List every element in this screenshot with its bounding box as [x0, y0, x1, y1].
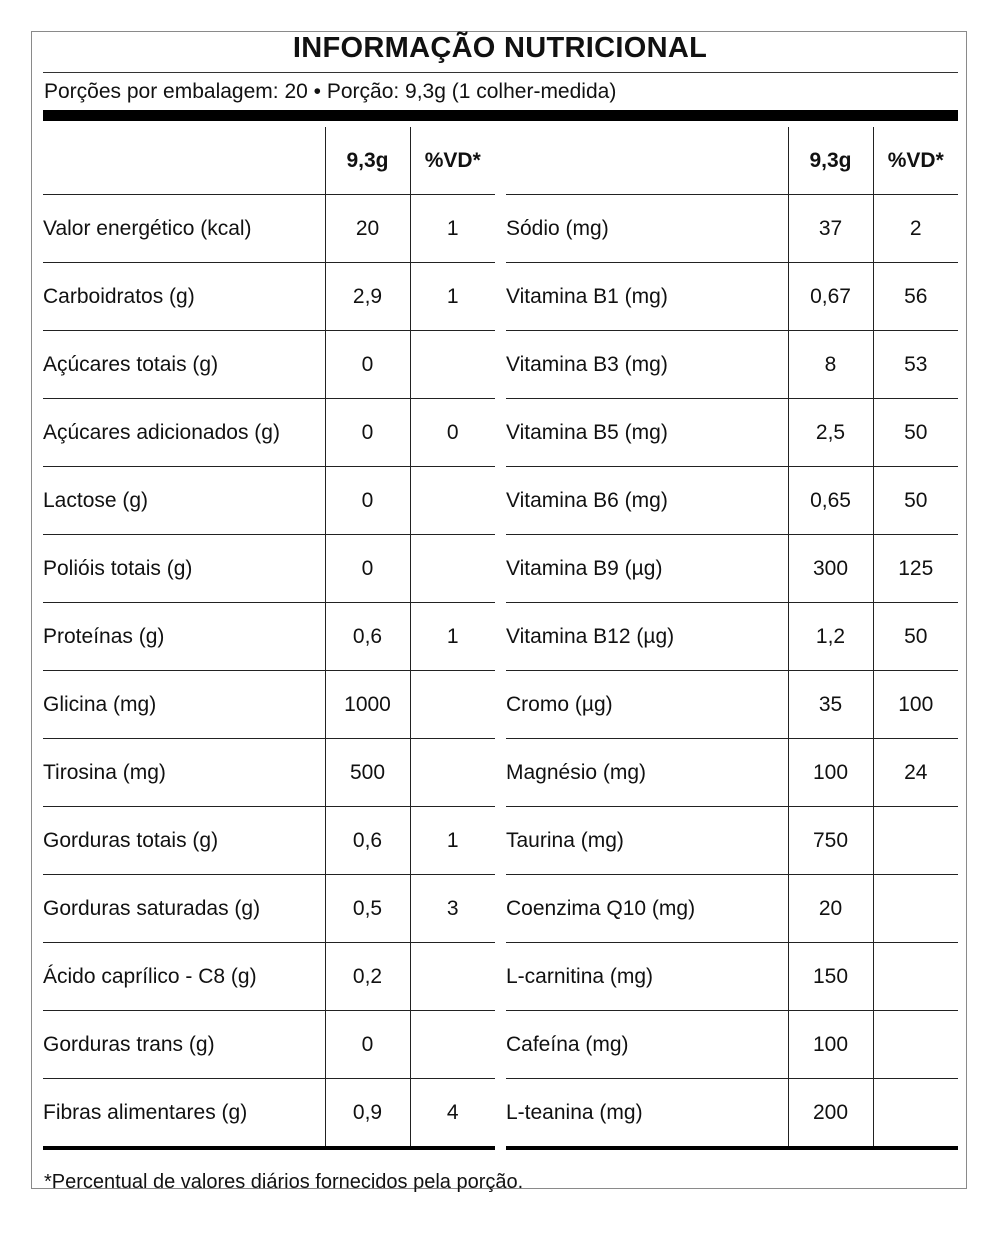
nutrient-portion-value: 200: [788, 1079, 873, 1147]
table-row: [43, 603, 495, 671]
nutrient-portion-value: 750: [788, 807, 873, 875]
table-row: [506, 195, 958, 263]
table-row: [43, 807, 495, 875]
nutrient-name: Ácido caprílico - C8 (g): [43, 943, 325, 1011]
table-row: [506, 739, 958, 807]
footer-thick-rule-right: [506, 1146, 958, 1150]
table-row: [506, 399, 958, 467]
nutrient-name: L-teanina (mg): [506, 1100, 643, 1124]
nutrient-portion-value: 0,6: [325, 807, 410, 875]
table-row: [506, 671, 958, 739]
nutrient-vd-value: 100: [873, 671, 958, 739]
table-row: [43, 399, 495, 467]
nutrient-name: Glicina (mg): [43, 671, 325, 739]
nutrient-vd-value: 56: [873, 263, 958, 331]
nutrient-name: L-carnitina (mg): [506, 943, 788, 1011]
nutrition-table-left: [43, 127, 495, 1146]
nutrient-name: Tirosina (mg): [43, 739, 325, 807]
table-title: INFORMAÇÃO NUTRICIONAL: [292, 32, 708, 64]
table-row: [506, 331, 958, 399]
title-divider: [43, 72, 958, 73]
nutrient-portion-value: 0,65: [788, 467, 873, 535]
footnote: *Percentual de valores diários fornecidos pela porção.: [44, 1171, 524, 1193]
nutrient-vd-value: 50: [873, 399, 958, 467]
nutrient-vd-value: 3: [410, 875, 495, 943]
nutrient-portion-value: 0: [325, 331, 410, 399]
table-row: [506, 807, 958, 875]
table-row: [43, 331, 495, 399]
nutrient-name: Coenzima Q10 (mg): [506, 875, 788, 943]
nutrient-portion-value: 0: [325, 1011, 410, 1079]
nutrient-name: Vitamina B3 (mg): [506, 331, 788, 399]
nutrient-vd-value: [410, 467, 495, 535]
table-row: [506, 1011, 958, 1079]
header-vd: %VD*: [410, 127, 495, 195]
table-row: [506, 535, 958, 603]
nutrient-portion-value: 2,5: [788, 399, 873, 467]
nutrient-vd-value: 24: [873, 739, 958, 807]
nutrient-portion-value: 35: [788, 671, 873, 739]
nutrient-portion-value: 0,67: [788, 263, 873, 331]
nutrient-name: Gorduras totais (g): [43, 807, 325, 875]
nutrient-vd-value: 125: [873, 535, 958, 603]
nutrient-vd-value: [873, 943, 958, 1011]
nutrient-portion-value: 20: [788, 875, 873, 943]
header-vd: %VD*: [873, 127, 958, 195]
footer-thick-rule-left: [43, 1146, 495, 1150]
nutrient-vd-value: [410, 535, 495, 603]
serving-info: Porções por embalagem: 20 • Porção: 9,3g (1 colher-medida): [44, 80, 617, 103]
table-row: [43, 875, 495, 943]
nutrient-name: Fibras alimentares (g): [43, 1100, 248, 1124]
nutrient-name: Vitamina B1 (mg): [506, 263, 788, 331]
nutrient-vd-value: 1: [410, 807, 495, 875]
nutrient-portion-value: 0,6: [325, 603, 410, 671]
nutrient-vd-value: [410, 943, 495, 1011]
nutrient-name: Cafeína (mg): [506, 1011, 788, 1079]
nutrient-vd-value: [873, 807, 958, 875]
nutrient-name: Vitamina B6 (mg): [506, 467, 788, 535]
nutrient-portion-value: 0,2: [325, 943, 410, 1011]
nutrient-vd-value: [410, 739, 495, 807]
nutrient-vd-value: [873, 875, 958, 943]
table-row: [506, 875, 958, 943]
nutrient-vd-value: 1: [410, 195, 495, 263]
table-header-row: [506, 127, 958, 195]
nutrient-vd-value: [410, 331, 495, 399]
nutrient-vd-value: 2: [873, 195, 958, 263]
table-row: [506, 603, 958, 671]
nutrient-portion-value: 20: [325, 195, 410, 263]
table-row: [43, 671, 495, 739]
nutrient-name: Vitamina B12 (µg): [506, 603, 788, 671]
nutrient-vd-value: 1: [410, 263, 495, 331]
nutrient-name: Vitamina B5 (mg): [506, 399, 788, 467]
nutrient-portion-value: 1000: [325, 671, 410, 739]
table-row: [506, 1079, 958, 1147]
nutrient-vd-value: [410, 671, 495, 739]
nutrient-vd-value: 53: [873, 331, 958, 399]
table-row: [43, 943, 495, 1011]
nutrient-name: Carboidratos (g): [43, 263, 325, 331]
nutrient-vd-value: [873, 1079, 958, 1147]
nutrient-name: Valor energético (kcal): [43, 195, 325, 263]
table-row: [43, 535, 495, 603]
table-row: [506, 263, 958, 331]
nutrient-portion-value: 0,9: [325, 1079, 410, 1147]
table-row: [43, 739, 495, 807]
nutrient-name: Açúcares adicionados (g): [43, 399, 325, 467]
header-nutrient-blank: [506, 127, 788, 195]
nutrient-portion-value: 150: [788, 943, 873, 1011]
table-row: [506, 467, 958, 535]
nutrient-portion-value: 500: [325, 739, 410, 807]
nutrient-portion-value: 100: [788, 739, 873, 807]
nutrient-name: Açúcares totais (g): [43, 331, 325, 399]
nutrient-name: Taurina (mg): [506, 807, 788, 875]
table-row: [43, 1011, 495, 1079]
header-portion: 9,3g: [325, 127, 410, 195]
nutrient-name: Polióis totais (g): [43, 535, 325, 603]
nutrient-name: Lactose (g): [43, 467, 325, 535]
table-row: [43, 195, 495, 263]
nutrient-name: Vitamina B9 (µg): [506, 535, 788, 603]
table-row: [43, 263, 495, 331]
nutrient-name: Gorduras trans (g): [43, 1011, 325, 1079]
nutrient-name: Sódio (mg): [506, 195, 788, 263]
nutrient-vd-value: 0: [410, 399, 495, 467]
table-row: [43, 1079, 495, 1147]
nutrient-vd-value: [873, 1011, 958, 1079]
nutrition-table-right: [506, 127, 958, 1146]
nutrient-portion-value: 0,5: [325, 875, 410, 943]
nutrient-portion-value: 8: [788, 331, 873, 399]
header-portion: 9,3g: [788, 127, 873, 195]
nutrient-name: Cromo (µg): [506, 671, 788, 739]
nutrient-vd-value: [410, 1011, 495, 1079]
nutrient-portion-value: 0: [325, 399, 410, 467]
nutrient-name: Gorduras saturadas (g): [43, 875, 325, 943]
nutrient-name: Magnésio (mg): [506, 739, 788, 807]
nutrient-portion-value: 0: [325, 467, 410, 535]
nutrient-name: Proteínas (g): [43, 603, 325, 671]
nutrient-vd-value: 4: [410, 1079, 495, 1147]
nutrient-portion-value: 1,2: [788, 603, 873, 671]
table-header-row: [43, 127, 495, 195]
header-nutrient-blank: [43, 127, 325, 195]
nutrient-vd-value: 50: [873, 603, 958, 671]
nutrient-vd-value: 1: [410, 603, 495, 671]
nutrient-portion-value: 37: [788, 195, 873, 263]
nutrient-portion-value: 2,9: [325, 263, 410, 331]
table-row: [506, 943, 958, 1011]
nutrient-portion-value: 100: [788, 1011, 873, 1079]
table-row: [43, 467, 495, 535]
nutrient-vd-value: 50: [873, 467, 958, 535]
nutrient-portion-value: 0: [325, 535, 410, 603]
header-thick-rule: [43, 110, 958, 121]
nutrient-portion-value: 300: [788, 535, 873, 603]
